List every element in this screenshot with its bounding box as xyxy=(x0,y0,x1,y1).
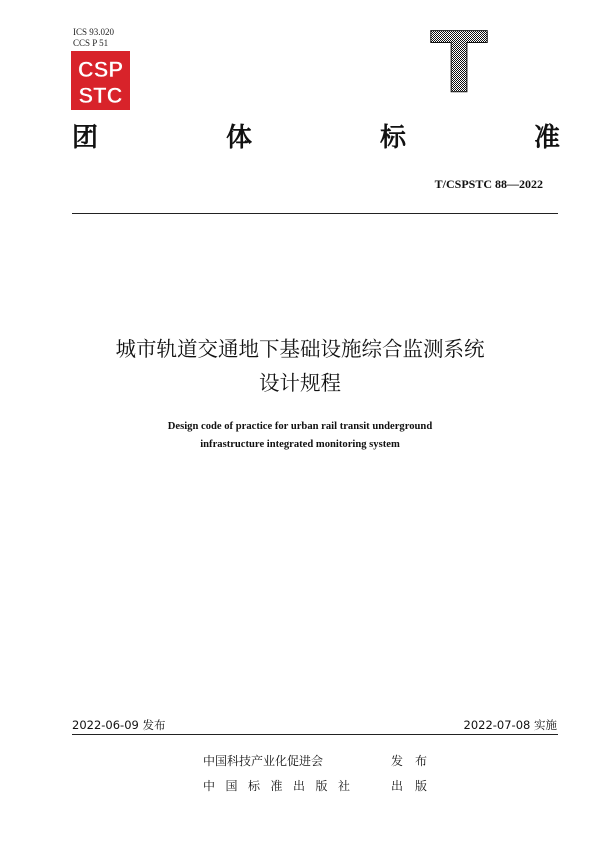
bottom-divider xyxy=(72,734,558,735)
ics-code: ICS 93.020 xyxy=(73,27,115,37)
logo-text-line2: STC xyxy=(78,83,123,108)
big-t-letter: T xyxy=(430,28,488,96)
standard-kind-char: 标 xyxy=(379,123,406,153)
standard-kind-char: 团 xyxy=(72,123,99,153)
publisher-row xyxy=(203,777,439,794)
publisher-name: 中国科技产业化促进会 xyxy=(203,754,324,768)
ccs-code: CCS P 51 xyxy=(73,38,109,48)
issue-date: 2022-06-09 发布 xyxy=(72,718,166,732)
title-chinese-line1: 城市轨道交通地下基础设施综合监测系统 xyxy=(115,337,485,361)
title-english-line2: infrastructure integrated monitoring system xyxy=(200,439,400,450)
publisher-action: 发布 xyxy=(391,754,440,768)
top-divider xyxy=(72,213,558,214)
title-chinese-line2: 设计规程 xyxy=(259,371,341,395)
cspstc-logo xyxy=(71,51,130,110)
title-english xyxy=(60,418,540,454)
implementation-date: 2022-07-08 实施 xyxy=(463,718,557,732)
standard-kind-char: 准 xyxy=(533,123,560,153)
standard-letter-mark xyxy=(430,28,488,96)
title-english-line1: Design code of practice for urban rail transit underground xyxy=(167,421,433,432)
standard-kind-char: 体 xyxy=(225,123,252,153)
publisher-name: 中国标准出版社 xyxy=(203,779,361,793)
classification-codes xyxy=(73,27,114,49)
standard-kind-heading xyxy=(72,121,560,155)
logo-text-line1: CSP xyxy=(77,57,124,82)
title-chinese xyxy=(60,332,540,400)
standard-number: T/CSPSTC 88—2022 xyxy=(434,177,543,191)
publisher-row xyxy=(203,752,439,769)
publisher-action: 出版 xyxy=(391,779,440,793)
